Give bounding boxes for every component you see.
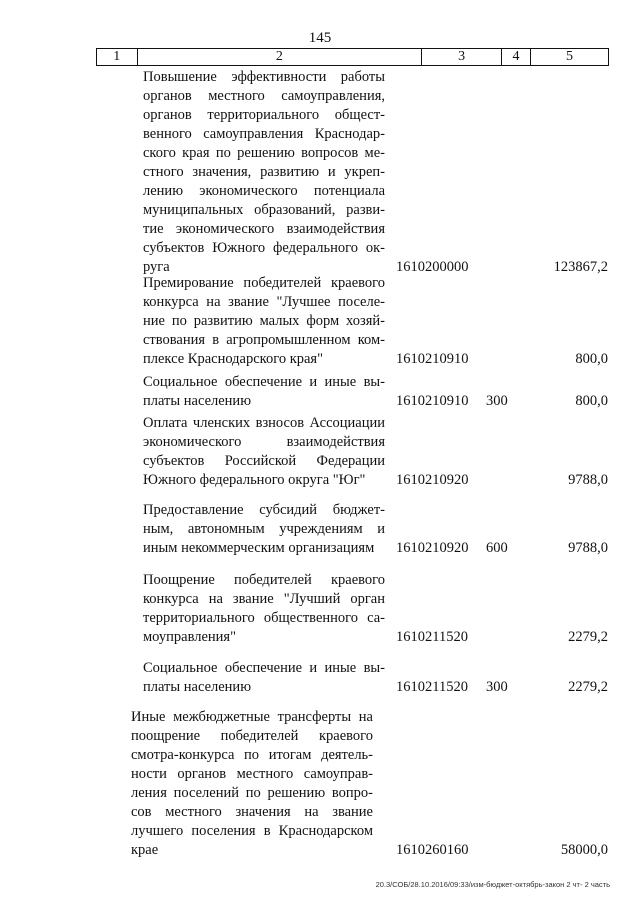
row-name-line: субъектов Российской Федерации bbox=[143, 453, 385, 469]
row-code: 1610210920 bbox=[396, 472, 469, 488]
row-code: 1610211520 bbox=[396, 629, 468, 645]
row-code: 1610200000 bbox=[396, 259, 469, 275]
row-sum: 9788,0 bbox=[568, 472, 608, 488]
row-name-line: Иные межбюджетные трансферты на bbox=[131, 709, 373, 725]
column-header-4: 4 bbox=[502, 49, 531, 66]
column-header-2: 2 bbox=[137, 49, 421, 66]
row-code: 1610210920 bbox=[396, 540, 469, 556]
row-name-line: ствования в агропромышленном ком- bbox=[143, 332, 385, 348]
column-header-1: 1 bbox=[97, 49, 138, 66]
row-name-line: конкурса на звание "Лучшее поселе- bbox=[143, 294, 385, 310]
row-name-line: ления поселений по решению вопро- bbox=[131, 785, 373, 801]
row-sum: 800,0 bbox=[575, 351, 608, 367]
row-name-line: Премирование победителей краевого bbox=[143, 275, 385, 291]
row-name-line: лучшего поселения в Краснодарском bbox=[131, 823, 373, 839]
row-sum: 58000,0 bbox=[560, 842, 608, 858]
row-name-line: Поощрение победителей краевого bbox=[143, 572, 385, 588]
row-name-line: ности органов местного самоуправ- bbox=[131, 766, 373, 782]
row-code: 1610210910 bbox=[396, 351, 469, 367]
row-name-line: субъектов Южного федерального ок- bbox=[143, 240, 385, 256]
row-name-line: ние по развитию малых форм хозяй- bbox=[143, 313, 385, 329]
row-name-line: платы населению bbox=[143, 679, 252, 695]
row-expense-type: 600 bbox=[486, 540, 508, 556]
row-name-line: лению экономического потенциала bbox=[143, 183, 385, 199]
column-header-table bbox=[96, 48, 609, 66]
row-name-line: органов территориального общест- bbox=[143, 107, 385, 123]
row-name-line: ского края по решению вопросов ме- bbox=[143, 145, 385, 161]
row-name-line: платы населению bbox=[143, 393, 252, 409]
row-name bbox=[143, 68, 385, 277]
row-name-line: ным, автономным учреждениям и bbox=[143, 521, 385, 537]
row-name bbox=[143, 414, 385, 490]
row-name-line: смотра-конкурса по итогам деятель- bbox=[131, 747, 373, 763]
row-code: 1610260160 bbox=[396, 842, 469, 858]
row-expense-type: 300 bbox=[486, 393, 508, 409]
row-code: 1610210910 bbox=[396, 393, 469, 409]
footer-path: 20.3/СОБ/28.10.2016/09:33/изм-бюджет-октябрь-закон 2 чт- 2 часть bbox=[375, 880, 610, 889]
row-name-line: иным некоммерческим организациям bbox=[143, 540, 375, 556]
row-sum: 800,0 bbox=[575, 393, 608, 409]
row-name-line: органов местного самоуправления, bbox=[143, 88, 385, 104]
row-sum: 123867,2 bbox=[553, 259, 608, 275]
row-name-line: Южного федерального округа "Юг" bbox=[143, 472, 366, 488]
column-header-3: 3 bbox=[422, 49, 502, 66]
row-name bbox=[143, 659, 385, 697]
row-sum: 2279,2 bbox=[568, 679, 608, 695]
row-name-line: муниципальных образований, разви- bbox=[143, 202, 385, 218]
row-name bbox=[143, 571, 385, 647]
row-name-line: Социальное обеспечение и иные вы- bbox=[143, 374, 385, 390]
row-name-line: Предоставление субсидий бюджет- bbox=[143, 502, 385, 518]
row-sum: 9788,0 bbox=[568, 540, 608, 556]
row-sum: 2279,2 bbox=[568, 629, 608, 645]
row-name-line: Оплата членских взносов Ассоциации bbox=[143, 415, 385, 431]
row-name-line: стного значения, развитию и укреп- bbox=[143, 164, 385, 180]
page-number: 145 bbox=[308, 30, 332, 46]
row-name-line: поощрение победителей краевого bbox=[131, 728, 373, 744]
row-name-line: экономического взаимодействия bbox=[143, 434, 385, 450]
row-name-line: руга bbox=[143, 259, 170, 275]
row-name-line: конкурса на звание "Лучший орган bbox=[143, 591, 385, 607]
column-header-5: 5 bbox=[530, 49, 608, 66]
row-name bbox=[143, 274, 385, 369]
row-name bbox=[143, 501, 385, 558]
row-name-line: крае bbox=[131, 842, 159, 858]
row-name bbox=[131, 708, 373, 860]
row-name-line: моуправления" bbox=[143, 629, 237, 645]
row-name-line: плексе Краснодарского края" bbox=[143, 351, 324, 367]
row-name-line: венного самоуправления Краснодар- bbox=[143, 126, 385, 142]
row-name-line: Повышение эффективности работы bbox=[143, 69, 385, 85]
row-name-line: территориального общественного са- bbox=[143, 610, 385, 626]
row-name-line: тие экономического взаимодействия bbox=[143, 221, 385, 237]
row-name-line: сов местного значения на звание bbox=[131, 804, 373, 820]
row-name-line: Социальное обеспечение и иные вы- bbox=[143, 660, 385, 676]
row-code: 1610211520 bbox=[396, 679, 468, 695]
row-name bbox=[143, 373, 385, 411]
row-expense-type: 300 bbox=[486, 679, 508, 695]
